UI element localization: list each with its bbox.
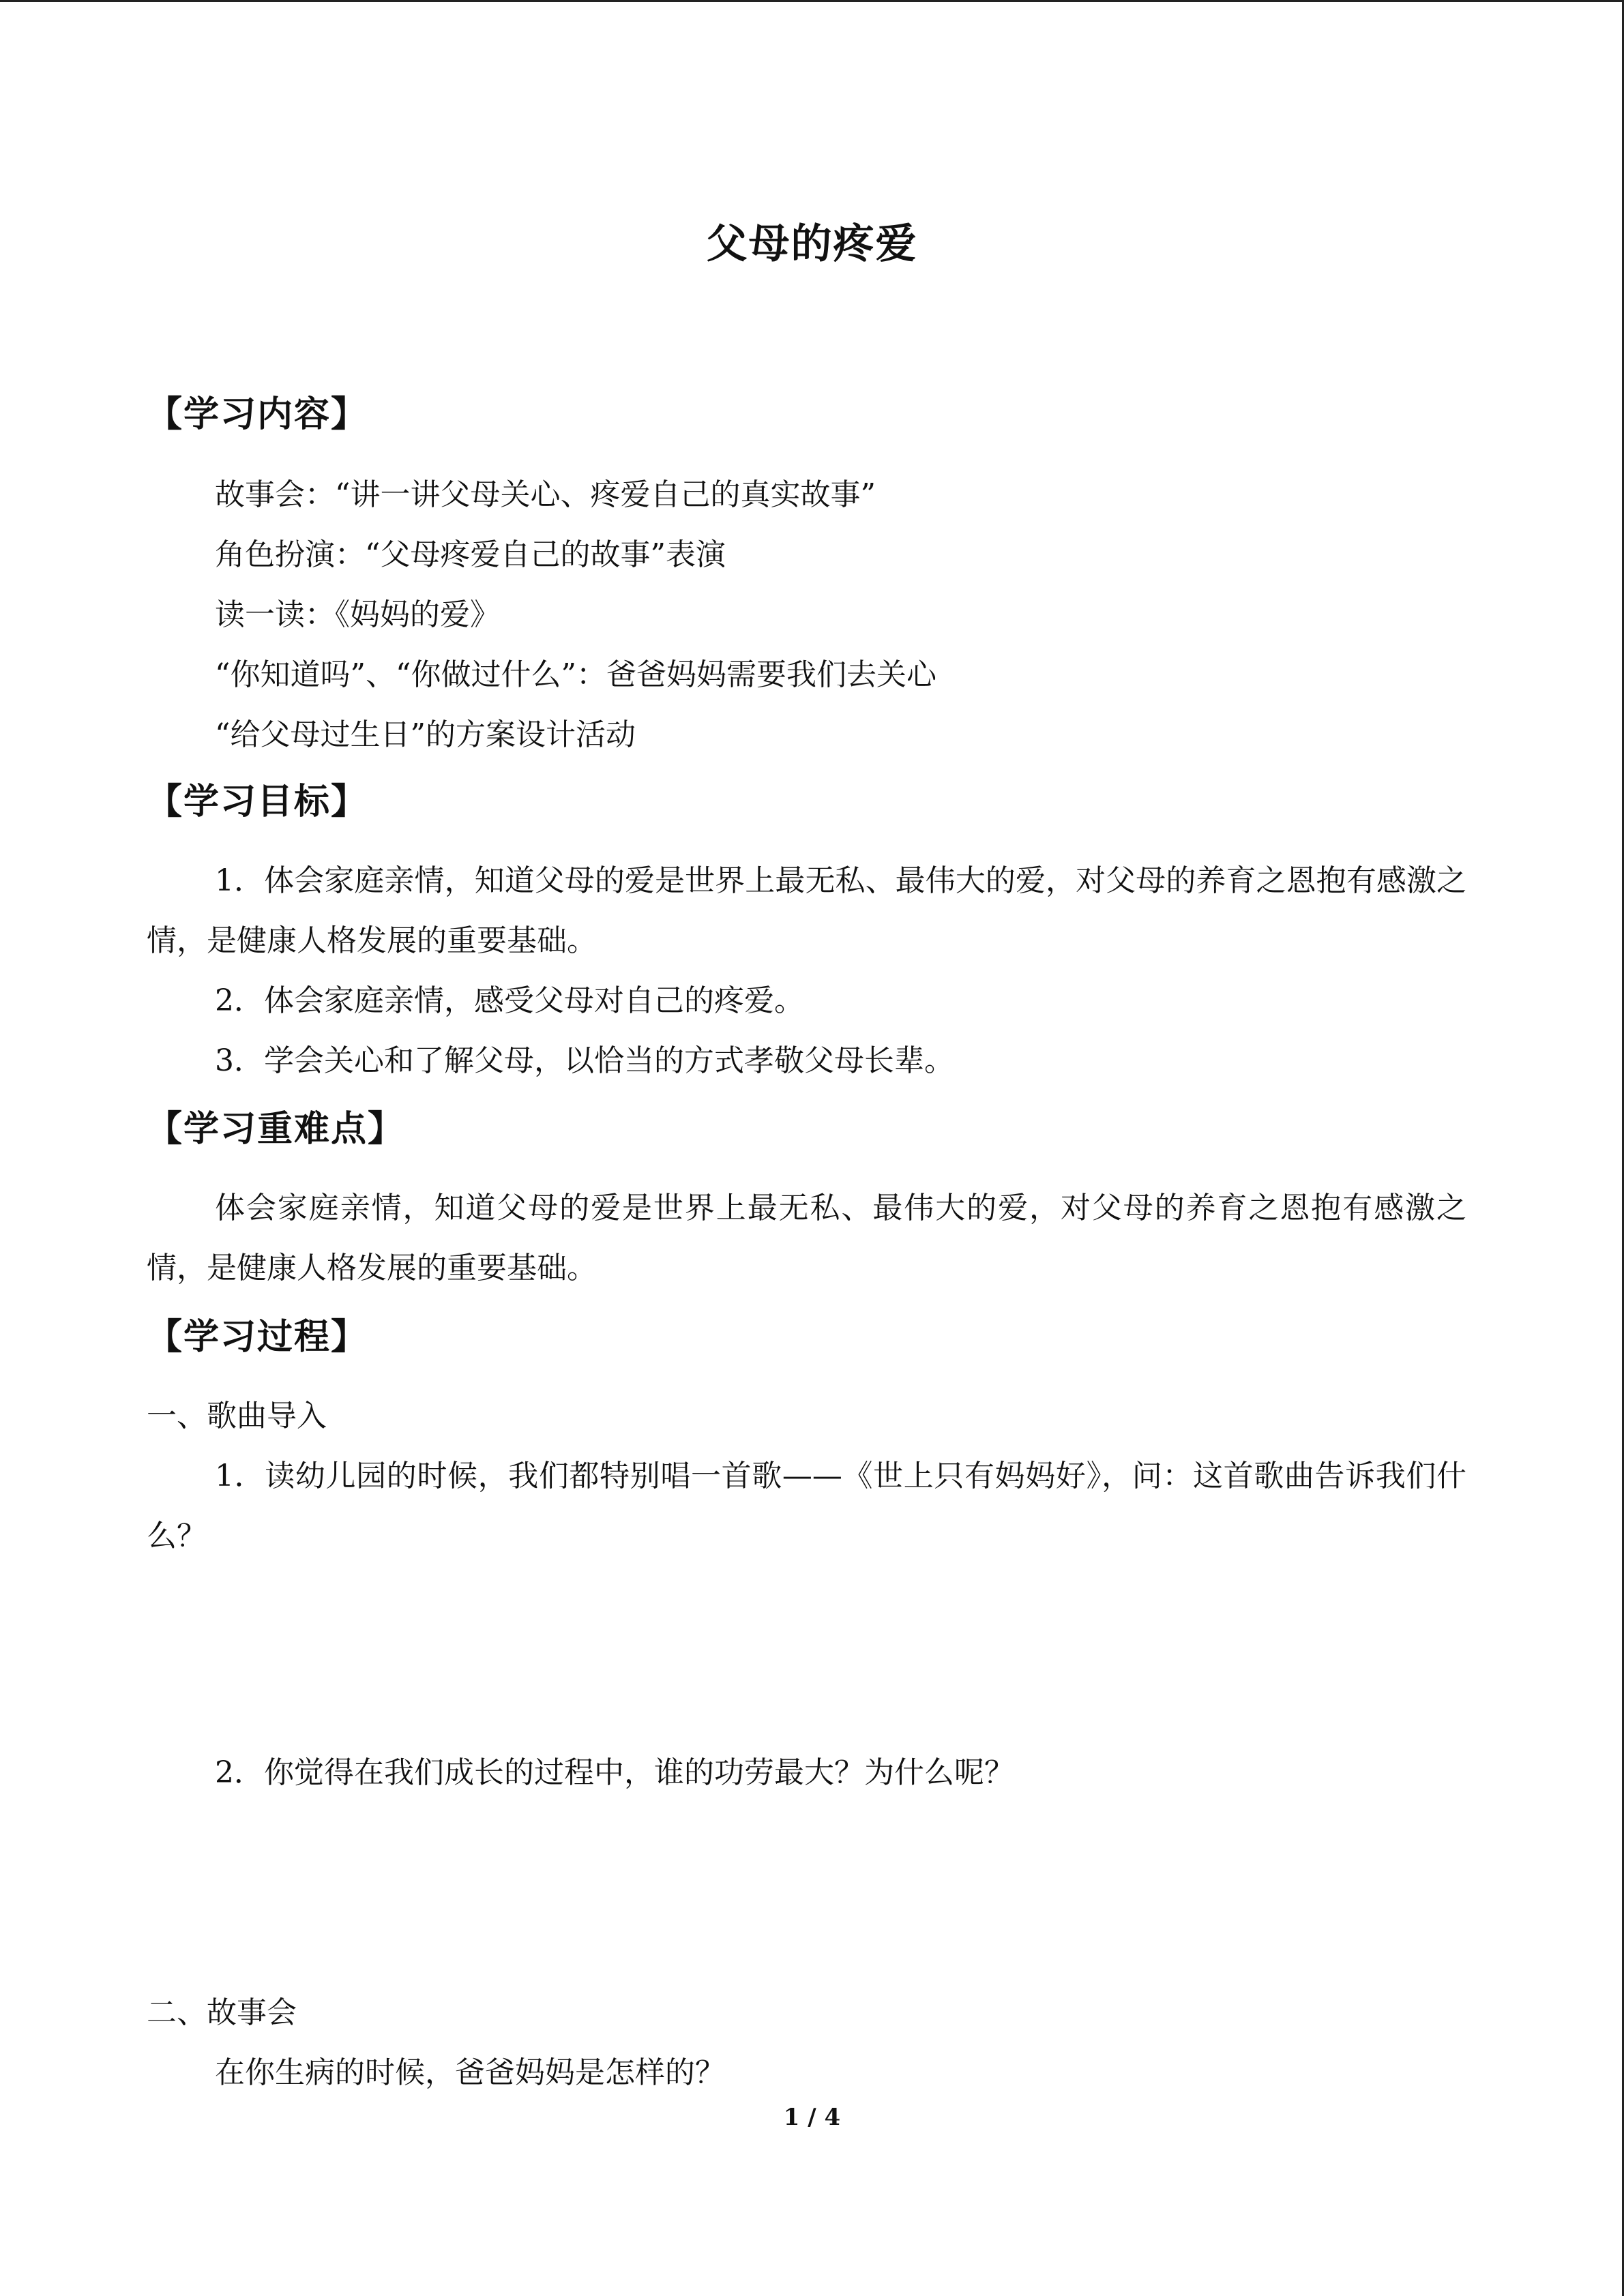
- process-question: 2．你觉得在我们成长的过程中，谁的功劳最大？为什么呢？: [215, 1755, 1014, 1790]
- process-part-title: 二、故事会: [147, 1995, 297, 2030]
- process-question: 在你生病的时候，爸爸妈妈是怎样的？: [215, 2055, 725, 2090]
- process-part-title: 一、歌曲导入: [147, 1399, 327, 1433]
- page-number: 1 / 4: [783, 2104, 841, 2131]
- section-heading-goals: 【学习目标】: [147, 781, 368, 822]
- key-points-text: 体会家庭亲情，知道父母的爱是世界上最无私、最伟大的爱，对父母的养育之恩抱有感激之情，是健康人格发展的重要基础。: [147, 1191, 1466, 1285]
- section-heading-key-points: 【学习重难点】: [147, 1109, 405, 1150]
- document-title: 父母的疼爱: [706, 220, 918, 268]
- goal-item: 3．学会关心和了解父母，以恰当的方式孝敬父母长辈。: [215, 1043, 954, 1078]
- process-question: 1．读幼儿园的时候，我们都特别唱一首歌——《世上只有妈妈好》，问：这首歌曲告诉我们什么？: [147, 1459, 1466, 1553]
- section-heading-process: 【学习过程】: [147, 1317, 368, 1358]
- content-item: 故事会：“讲一讲父母关心、疼爱自己的真实故事”: [215, 477, 876, 512]
- content-item: “你知道吗”、“你做过什么”：爸爸妈妈需要我们去关心: [215, 657, 936, 692]
- goal-item: 2．体会家庭亲情，感受父母对自己的疼爱。: [215, 983, 804, 1018]
- content-item: 读一读：《妈妈的爱》: [215, 597, 500, 632]
- page-top-border: [0, 0, 1624, 2]
- content-item: “给父母过生日”的方案设计活动: [215, 717, 636, 752]
- goal-item: 1．体会家庭亲情，知道父母的爱是世界上最无私、最伟大的爱，对父母的养育之恩抱有感激之情，是健康人格发展的重要基础。: [147, 863, 1466, 958]
- content-item: 角色扮演：“父母疼爱自己的故事”表演: [215, 537, 726, 572]
- section-heading-content: 【学习内容】: [147, 394, 368, 435]
